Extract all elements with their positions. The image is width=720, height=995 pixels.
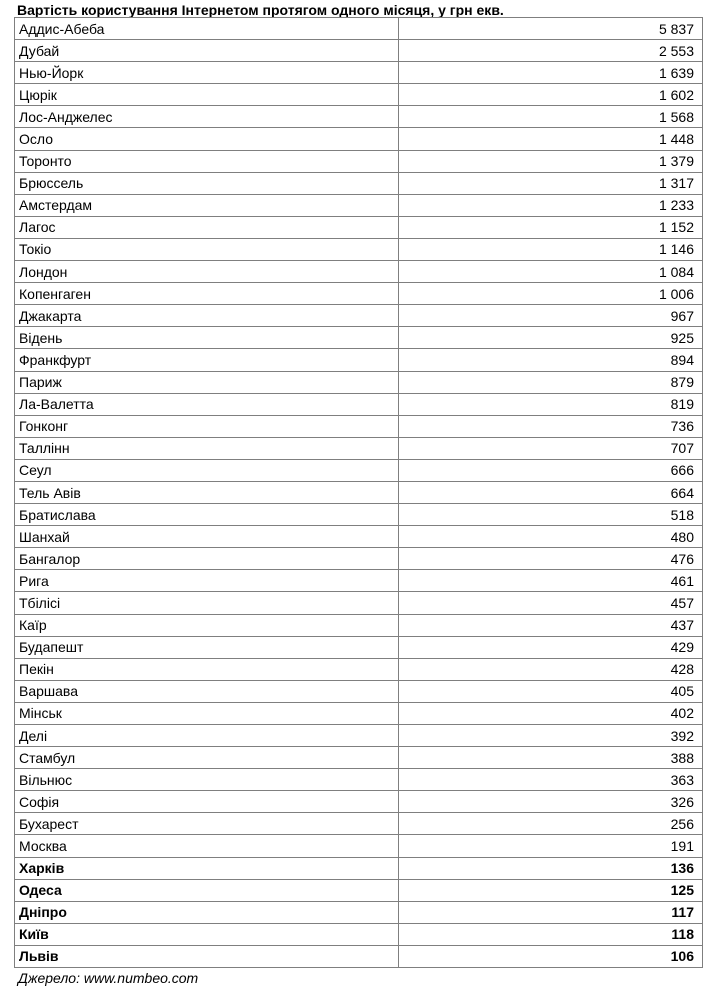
city-cell: Братислава <box>15 504 399 526</box>
value-cell: 666 <box>399 459 703 481</box>
city-cell: Бухарест <box>15 813 399 835</box>
city-cell: Каїр <box>15 614 399 636</box>
city-cell: Будапешт <box>15 636 399 658</box>
source-note: Джерело: www.numbeo.com <box>18 970 199 986</box>
city-cell: Париж <box>15 371 399 393</box>
city-cell: Брюссель <box>15 172 399 194</box>
city-cell: Тбілісі <box>15 592 399 614</box>
table-row <box>15 504 703 526</box>
table-row <box>15 62 703 84</box>
city-cell: Джакарта <box>15 305 399 327</box>
city-cell: Варшава <box>15 680 399 702</box>
table-row <box>15 261 703 283</box>
city-cell: Пекін <box>15 658 399 680</box>
table-row <box>15 835 703 857</box>
table-row <box>15 923 703 945</box>
value-cell: 1 152 <box>399 216 703 238</box>
table-row <box>15 636 703 658</box>
value-cell: 925 <box>399 327 703 349</box>
city-cell: Делі <box>15 725 399 747</box>
value-cell: 1 448 <box>399 128 703 150</box>
table-row <box>15 437 703 459</box>
value-cell: 106 <box>399 945 703 967</box>
value-cell: 428 <box>399 658 703 680</box>
city-cell: Сеул <box>15 459 399 481</box>
table-row <box>15 592 703 614</box>
value-cell: 476 <box>399 548 703 570</box>
value-cell: 480 <box>399 526 703 548</box>
value-cell: 1 146 <box>399 238 703 260</box>
table-row <box>15 415 703 437</box>
city-cell: Бангалор <box>15 548 399 570</box>
value-cell: 1 639 <box>399 62 703 84</box>
table-row <box>15 481 703 503</box>
value-cell: 1 006 <box>399 283 703 305</box>
table-row <box>15 128 703 150</box>
value-cell: 967 <box>399 305 703 327</box>
value-cell: 461 <box>399 570 703 592</box>
value-cell: 118 <box>399 923 703 945</box>
value-cell: 1 233 <box>399 194 703 216</box>
table-row <box>15 459 703 481</box>
table-row <box>15 194 703 216</box>
value-cell: 457 <box>399 592 703 614</box>
city-cell: Шанхай <box>15 526 399 548</box>
value-cell: 136 <box>399 857 703 879</box>
city-cell: Львів <box>15 945 399 967</box>
city-cell: Москва <box>15 835 399 857</box>
city-cell: Дубай <box>15 40 399 62</box>
table-row <box>15 172 703 194</box>
table-row <box>15 879 703 901</box>
table-row <box>15 945 703 967</box>
table-row <box>15 106 703 128</box>
value-cell: 819 <box>399 393 703 415</box>
table-row <box>15 238 703 260</box>
city-cell: Мінськ <box>15 702 399 724</box>
city-cell: Лондон <box>15 261 399 283</box>
value-cell: 879 <box>399 371 703 393</box>
table-row <box>15 725 703 747</box>
value-cell: 326 <box>399 791 703 813</box>
city-cell: Франкфурт <box>15 349 399 371</box>
city-cell: Таллінн <box>15 437 399 459</box>
value-cell: 5 837 <box>399 18 703 40</box>
city-cell: Торонто <box>15 150 399 172</box>
city-cell: Токіо <box>15 238 399 260</box>
value-cell: 388 <box>399 747 703 769</box>
value-cell: 518 <box>399 504 703 526</box>
table-body <box>15 18 703 968</box>
city-cell: Амстердам <box>15 194 399 216</box>
table-row <box>15 769 703 791</box>
table-row <box>15 791 703 813</box>
table-row <box>15 84 703 106</box>
table-row <box>15 283 703 305</box>
table-row <box>15 18 703 40</box>
city-cell: Лос-Анджелес <box>15 106 399 128</box>
table-row <box>15 614 703 636</box>
value-cell: 736 <box>399 415 703 437</box>
value-cell: 405 <box>399 680 703 702</box>
value-cell: 707 <box>399 437 703 459</box>
table-row <box>15 570 703 592</box>
table-row <box>15 747 703 769</box>
table-row <box>15 901 703 923</box>
value-cell: 1 568 <box>399 106 703 128</box>
value-cell: 1 084 <box>399 261 703 283</box>
city-cell: Стамбул <box>15 747 399 769</box>
city-cell: Одеса <box>15 879 399 901</box>
table-row <box>15 548 703 570</box>
city-cell: Копенгаген <box>15 283 399 305</box>
city-cell: Осло <box>15 128 399 150</box>
value-cell: 664 <box>399 481 703 503</box>
city-cell: Рига <box>15 570 399 592</box>
value-cell: 363 <box>399 769 703 791</box>
value-cell: 429 <box>399 636 703 658</box>
table-row <box>15 327 703 349</box>
value-cell: 1 602 <box>399 84 703 106</box>
value-cell: 2 553 <box>399 40 703 62</box>
city-cell: Дніпро <box>15 901 399 923</box>
city-cell: Гонконг <box>15 415 399 437</box>
city-cell: Вільнюс <box>15 769 399 791</box>
city-cell: Аддис-Абеба <box>15 18 399 40</box>
city-cell: Цюрік <box>15 84 399 106</box>
table-row <box>15 526 703 548</box>
table-row <box>15 305 703 327</box>
city-cell: Нью-Йорк <box>15 62 399 84</box>
table-row <box>15 702 703 724</box>
table-row <box>15 40 703 62</box>
city-cell: Київ <box>15 923 399 945</box>
table-row <box>15 349 703 371</box>
internet-cost-table <box>14 17 703 968</box>
table-row <box>15 150 703 172</box>
city-cell: Відень <box>15 327 399 349</box>
table-row <box>15 658 703 680</box>
value-cell: 256 <box>399 813 703 835</box>
value-cell: 1 317 <box>399 172 703 194</box>
city-cell: Софія <box>15 791 399 813</box>
table-row <box>15 393 703 415</box>
value-cell: 894 <box>399 349 703 371</box>
value-cell: 402 <box>399 702 703 724</box>
city-cell: Лагос <box>15 216 399 238</box>
value-cell: 392 <box>399 725 703 747</box>
table-row <box>15 371 703 393</box>
table-row <box>15 216 703 238</box>
city-cell: Тель Авів <box>15 481 399 503</box>
city-cell: Ла-Валетта <box>15 393 399 415</box>
value-cell: 191 <box>399 835 703 857</box>
value-cell: 117 <box>399 901 703 923</box>
table-row <box>15 857 703 879</box>
table-row <box>15 813 703 835</box>
value-cell: 437 <box>399 614 703 636</box>
table-row <box>15 680 703 702</box>
city-cell: Харків <box>15 857 399 879</box>
value-cell: 125 <box>399 879 703 901</box>
table-title: Вартість користування Інтернетом протягом одного місяця, у грн екв. <box>17 2 504 18</box>
value-cell: 1 379 <box>399 150 703 172</box>
